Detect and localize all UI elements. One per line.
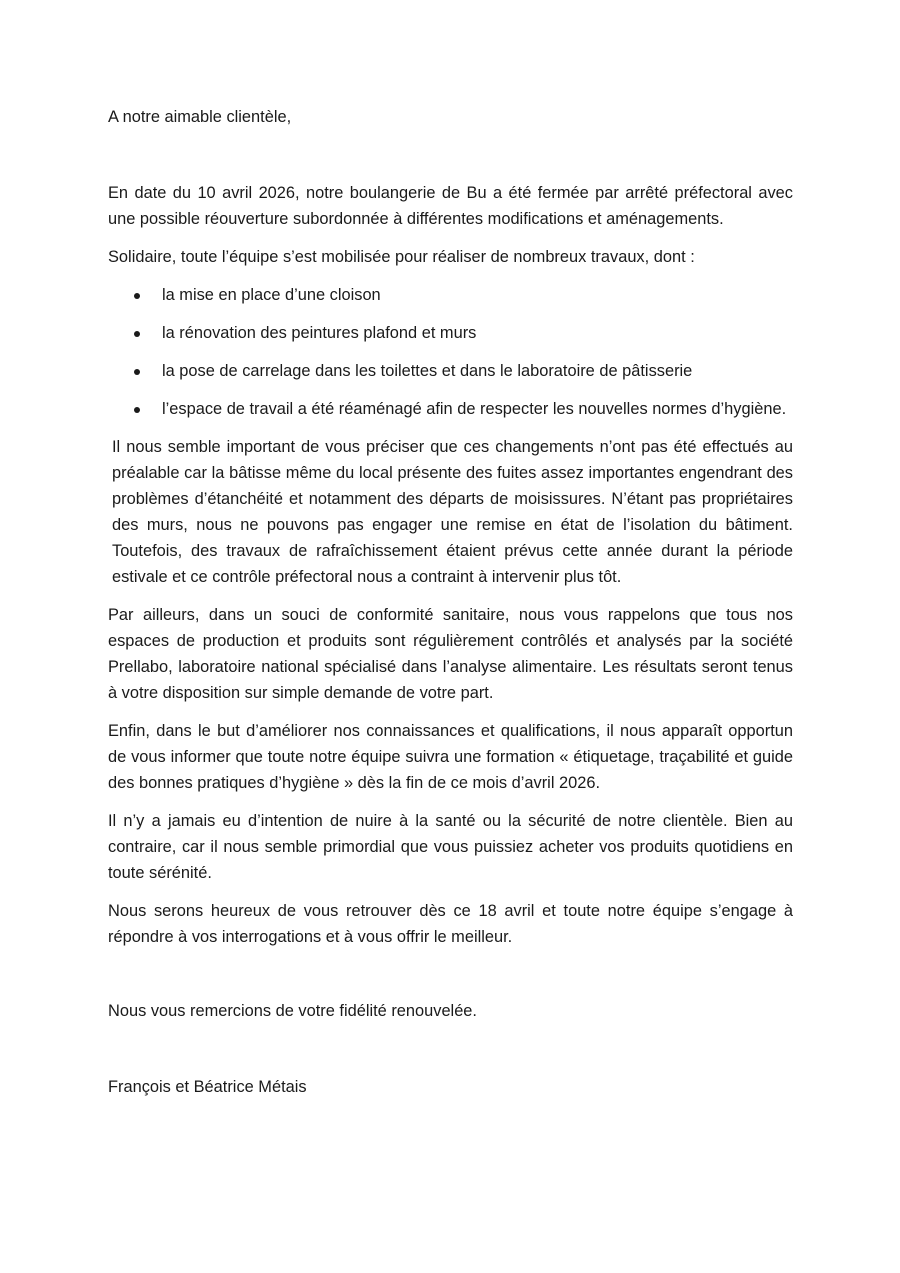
paragraph-training: Enfin, dans le but d’améliorer nos connaissances et qualifications, il nous apparaît opportun de vous informer que toute notre équipe suivra une formation « étiquetage, traçabilité et guide des bonnes pratiques d’hygiène » dès la fin de ce mois d’avril 2026. [108,722,793,792]
closing-thanks: Nous vous remercions de votre fidélité renouvelée. [108,1002,477,1020]
bullet-icon [134,331,140,337]
greeting: A notre aimable clientèle, [108,108,292,126]
list-item [108,320,793,346]
list-item-text: la mise en place d’une cloison [162,286,381,304]
works-list [108,282,793,422]
list-item-text: la rénovation des peintures plafond et murs [162,324,477,342]
list-item-text: la pose de carrelage dans les toilettes et dans le laboratoire de pâtisserie [162,362,693,380]
paragraph-reopening: Nous serons heureux de vous retrouver dès ce 18 avril et toute notre équipe s’engage à répondre à vos interrogations et à vous offrir le meilleur. [108,902,793,946]
bullet-icon [134,293,140,299]
paragraph-works-intro: Solidaire, toute l’équipe s’est mobilisée pour réaliser de nombreux travaux, dont : [108,248,695,266]
paragraph-building-issues: Il nous semble important de vous préciser que ces changements n’ont pas été effectués au préalable car la bâtisse même du local présente des fuites assez importantes engendrant des problèmes d’étanchéité et notamment des départs de moisissures. N’étant pas propriétaires des murs, nous ne pouvons pas engager une remise en état de l’isolation du bâtiment. Toutefois, des travaux de rafraîchissement étaient prévus cette année durant la période estivale et ce contrôle préfectoral nous a contraint à intervenir plus tôt. [112,438,793,586]
list-item [108,282,793,308]
bullet-icon [134,407,140,413]
paragraph-sanitary-compliance: Par ailleurs, dans un souci de conformité sanitaire, nous vous rappelons que tous nos espaces de production et produits sont régulièrement contrôlés et analysés par la société Prellabo, laboratoire national spécialisé dans l’analyse alimentaire. Les résultats seront tenus à votre disposition sur simple demande de votre part. [108,606,793,702]
list-item [108,358,793,384]
signature: François et Béatrice Métais [108,1078,307,1096]
paragraph-closure-notice: En date du 10 avril 2026, notre boulangerie de Bu a été fermée par arrêté préfectoral avec une possible réouverture subordonnée à différentes modifications et aménagements. [108,184,793,228]
list-item-text: l’espace de travail a été réaménagé afin de respecter les nouvelles normes d’hygiène. [162,400,787,418]
paragraph-customer-safety: Il n’y a jamais eu d’intention de nuire à la santé ou la sécurité de notre clientèle. Bien au contraire, car il nous semble primordial que vous puissiez acheter vos produits quotidiens en toute sérénité. [108,812,793,882]
list-item [108,396,793,422]
letter-body [108,104,793,1100]
bullet-icon [134,369,140,375]
